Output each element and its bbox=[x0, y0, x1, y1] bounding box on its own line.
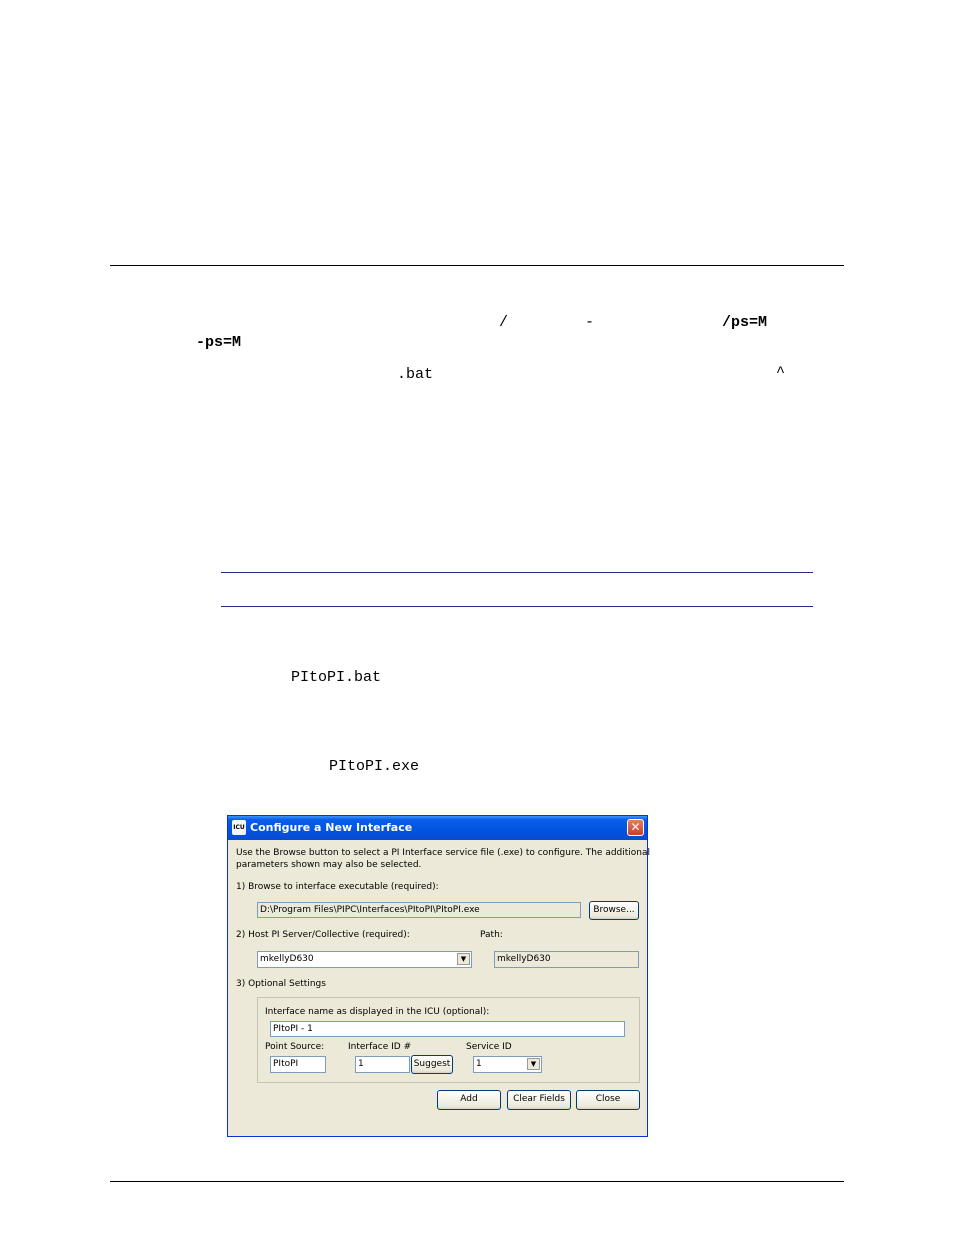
optional-settings-group bbox=[257, 997, 640, 1083]
header-rule bbox=[110, 265, 844, 266]
footer-rule bbox=[110, 1181, 844, 1182]
dash-fragment: - bbox=[585, 314, 595, 331]
browse-button[interactable]: Browse... bbox=[589, 901, 639, 920]
point-source-label: Point Source: bbox=[265, 1042, 325, 1052]
interface-name-label: Interface name as displayed in the ICU (optional): bbox=[265, 1007, 490, 1017]
caret-fragment: ^ bbox=[776, 364, 786, 381]
note-bottom-rule bbox=[221, 606, 813, 607]
interface-name-input[interactable]: PItoPI - 1 bbox=[270, 1021, 625, 1037]
exe-path-field[interactable]: D:\Program Files\PIPC\Interfaces\PItoPI\PItoPI.exe bbox=[257, 902, 581, 918]
bat-extension: .bat bbox=[397, 366, 434, 383]
intro-text-line1: Use the Browse button to select a PI Interface service file (.exe) to configure. The additional bbox=[236, 848, 651, 858]
close-icon[interactable]: ✕ bbox=[627, 819, 644, 836]
interface-id-label: Interface ID # bbox=[348, 1042, 412, 1052]
step2-label: 2) Host PI Server/Collective (required): bbox=[236, 930, 410, 940]
path-label: Path: bbox=[480, 930, 503, 940]
step3-label: 3) Optional Settings bbox=[236, 979, 326, 989]
pitopi-exe-filename: PItoPI.exe bbox=[329, 758, 420, 775]
chevron-down-icon[interactable]: ▼ bbox=[527, 1058, 540, 1070]
dialog-titlebar bbox=[228, 816, 647, 840]
path-field: mkellyD630 bbox=[494, 951, 639, 968]
step1-label: 1) Browse to interface executable (required): bbox=[236, 882, 439, 892]
slash-fragment: / bbox=[499, 314, 509, 331]
add-button[interactable]: Add bbox=[437, 1090, 501, 1110]
point-source-input[interactable]: PItoPI bbox=[270, 1056, 326, 1073]
interface-id-input[interactable]: 1 bbox=[355, 1056, 410, 1073]
note-top-rule bbox=[221, 572, 813, 573]
dialog-title: Configure a New Interface bbox=[250, 821, 413, 834]
ps-dash-parameter: -ps=M bbox=[196, 334, 242, 351]
chevron-down-icon[interactable]: ▼ bbox=[457, 953, 470, 965]
server-select[interactable] bbox=[257, 951, 472, 968]
suggest-button[interactable]: Suggest bbox=[411, 1055, 453, 1074]
close-button[interactable]: Close bbox=[576, 1090, 640, 1110]
icu-app-icon: ICU bbox=[232, 820, 246, 835]
clear-fields-button[interactable]: Clear Fields bbox=[507, 1090, 571, 1110]
pitopi-bat-filename: PItoPI.bat bbox=[291, 669, 382, 686]
service-id-select[interactable] bbox=[473, 1056, 542, 1073]
ps-slash-parameter: /ps=M bbox=[722, 314, 768, 331]
service-id-label: Service ID bbox=[466, 1042, 512, 1052]
service-id-value: 1 bbox=[476, 1059, 482, 1069]
configure-interface-dialog bbox=[227, 815, 651, 1137]
server-select-value: mkellyD630 bbox=[260, 954, 314, 964]
intro-text-line2: parameters shown may also be selected. bbox=[236, 860, 422, 870]
